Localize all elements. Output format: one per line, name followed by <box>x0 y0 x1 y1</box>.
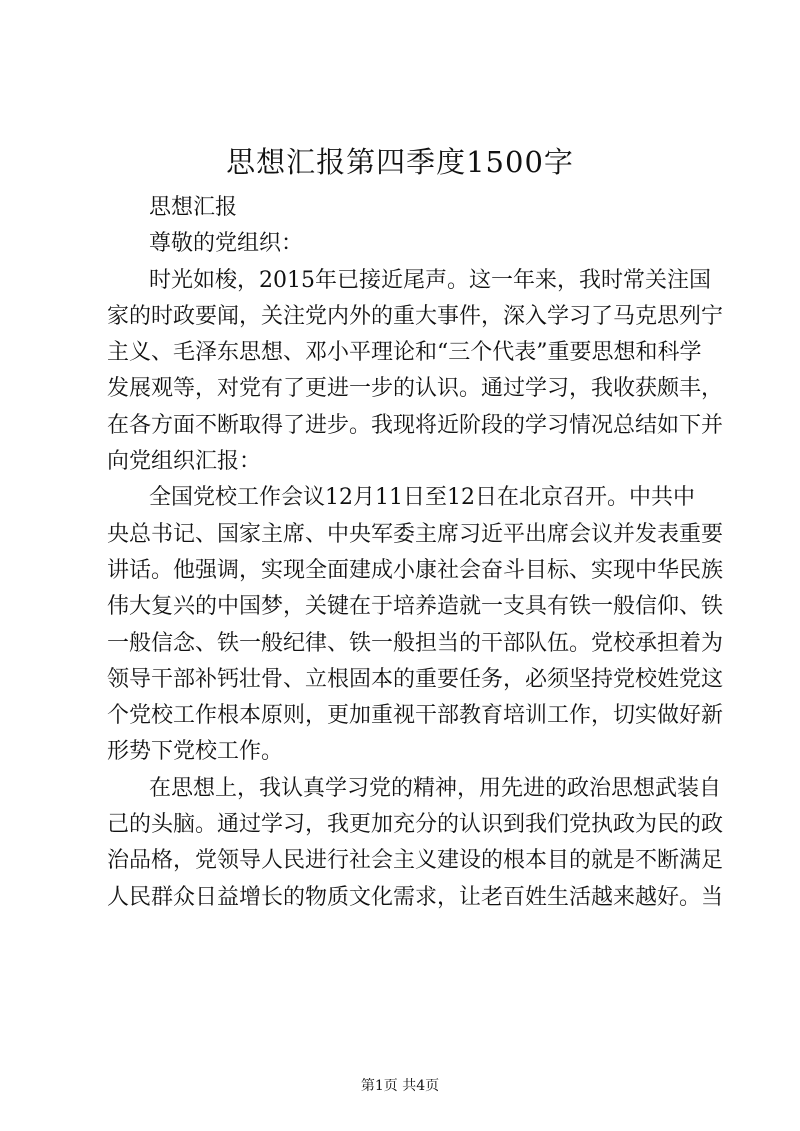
text-line: 己的头脑。通过学习，我更加充分的认识到我们党执政为民的政 <box>107 812 724 838</box>
text-line: 在各方面不断取得了进步。我现将近阶段的学习情况总结如下并 <box>107 412 724 438</box>
text-line: 伟大复兴的中国梦，关键在于培养造就一支具有铁一般信仰、铁 <box>107 594 724 620</box>
text-line: 治品格，党领导人民进行社会主义建设的根本目的就是不断满足 <box>107 848 724 874</box>
text-line: 思想汇报 <box>149 195 238 220</box>
text-line: 在思想上，我认真学习党的精神，用先进的政治思想武装自 <box>149 775 722 801</box>
text-line: 央总书记、国家主席、中央军委主席习近平出席会议并发表重要 <box>107 521 724 547</box>
text-line: 时光如梭，2015年已接近尾声。这一年来，我时常关注国 <box>149 267 711 293</box>
text-line: 讲话。他强调，实现全面建成小康社会奋斗目标、实现中华民族 <box>107 557 724 583</box>
document-body <box>107 190 724 916</box>
text-line: 人民群众日益增长的物质文化需求，让老百姓生活越来越好。当 <box>107 884 724 910</box>
text-line: 尊敬的党组织： <box>149 231 304 257</box>
text-line: 全国党校工作会议12月11日至12日在北京召开。中共中 <box>149 485 695 511</box>
text-line: 主义、毛泽东思想、邓小平理论和“三个代表”重要思想和科学 <box>107 340 702 366</box>
document-title: 思想汇报第四季度1500字 <box>226 145 574 179</box>
text-line: 家的时政要闻，关注党内外的重大事件，深入学习了马克思列宁 <box>107 303 724 329</box>
text-line: 形势下党校工作。 <box>107 739 284 765</box>
text-line: 发展观等，对党有了更进一步的认识。通过学习，我收获颇丰， <box>107 376 724 402</box>
text-line: 一般信念、铁一般纪律、铁一般担当的干部队伍。党校承担着为 <box>107 630 724 656</box>
text-line: 领导干部补钙壮骨、立根固本的重要任务，必须坚持党校姓党这 <box>107 666 724 692</box>
text-line: 向党组织汇报： <box>107 449 262 475</box>
page-footer: 第1页 共4页 <box>360 1078 440 1094</box>
text-line: 个党校工作根本原则，更加重视干部教育培训工作，切实做好新 <box>107 703 724 729</box>
